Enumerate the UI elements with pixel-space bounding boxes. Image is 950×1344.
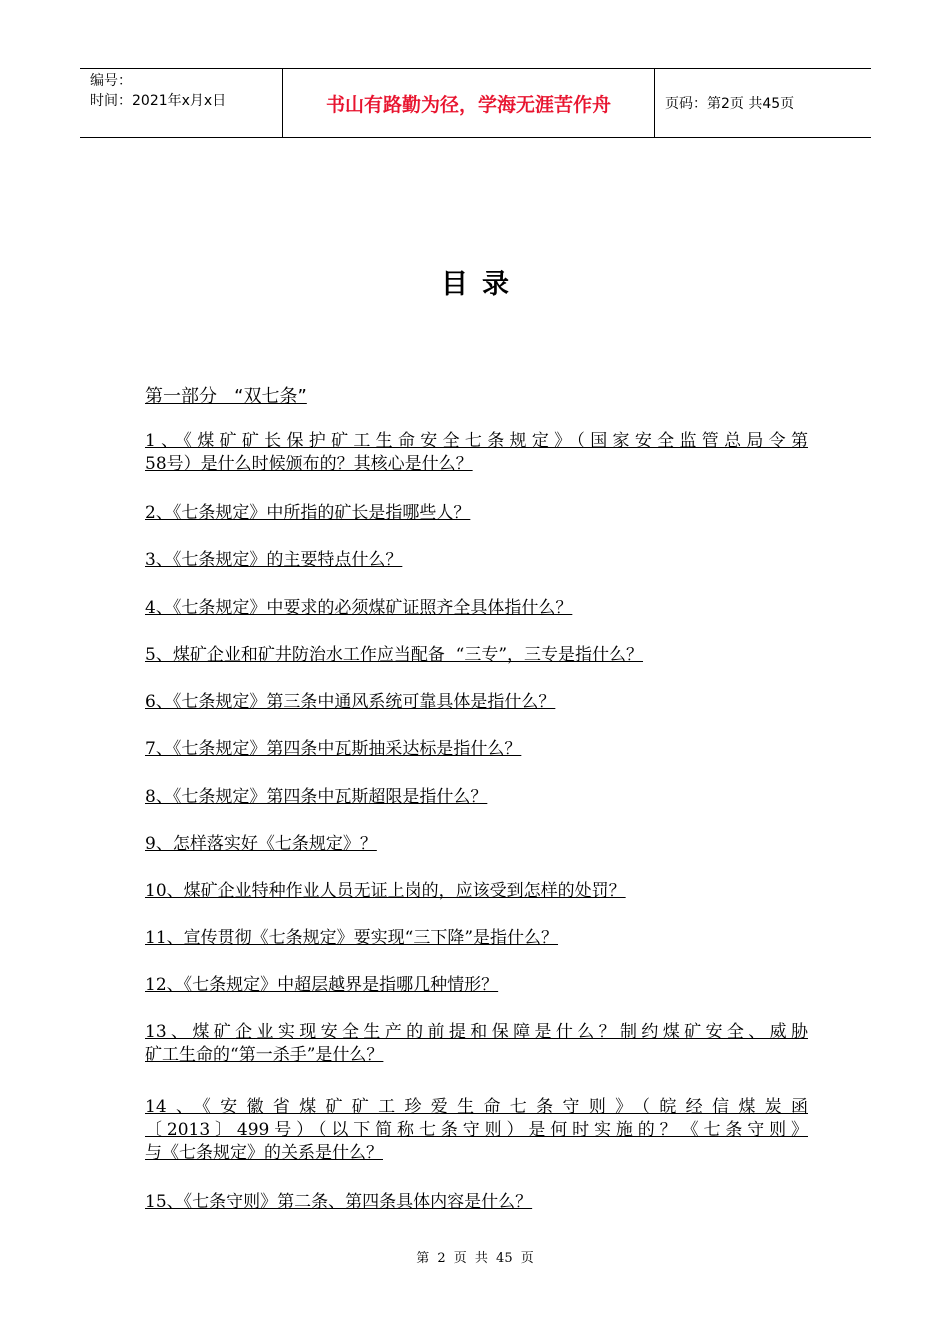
toc-entry-5[interactable] xyxy=(145,644,808,667)
toc-entry-2[interactable] xyxy=(145,502,808,525)
toc-entry-line: 1、《煤矿矿长保护矿工生命安全七条规定》（国家安全监管总局令第 xyxy=(145,431,808,451)
toc-entry-line: 14、《安徽省煤矿矿工珍爱生命七条守则》（皖经信煤炭函 xyxy=(145,1097,808,1117)
number-label: 编号： xyxy=(90,73,132,89)
toc-entry-14[interactable] xyxy=(145,1096,808,1165)
toc-entry-line: 11、宣传贯彻《七条规定》要实现“三下降”是指什么？ xyxy=(145,928,559,948)
toc-entry-4[interactable] xyxy=(145,597,808,620)
toc-entry-line: 13、煤矿企业实现安全生产的前提和保障是什么？制约煤矿安全、威胁 xyxy=(145,1022,808,1042)
header-meta xyxy=(80,69,283,137)
toc-entry-line: 与《七条规定》的关系是什么？ xyxy=(145,1143,383,1163)
toc-entry-10[interactable] xyxy=(145,880,808,903)
toc-entry-7[interactable] xyxy=(145,738,808,761)
toc-entry-line: 〔2013〕499号）（以下简称七条守则）是何时实施的？《七条守则》 xyxy=(145,1120,808,1140)
toc-entry-1[interactable] xyxy=(145,430,808,476)
toc-entry-15[interactable] xyxy=(145,1191,808,1214)
toc-entry-9[interactable] xyxy=(145,833,808,856)
toc-entry-line: 8、《七条规定》第四条中瓦斯超限是指什么？ xyxy=(145,787,488,807)
toc-entry-line: 7、《七条规定》第四条中瓦斯抽采达标是指什么？ xyxy=(145,739,522,759)
toc-entry-line: 4、《七条规定》中要求的必须煤矿证照齐全具体指什么？ xyxy=(145,598,573,618)
header-motto: 书山有路勤为径，学海无涯苦作舟 xyxy=(283,69,655,137)
toc-entry-line: 9、怎样落实好《七条规定》？ xyxy=(145,834,377,854)
header-page-info: 页码：第2页 共45页 xyxy=(665,96,795,112)
toc-entry-line: 58号）是什么时候颁布的？其核心是什么？ xyxy=(145,454,473,474)
toc-entry-line: 15、《七条守则》第二条、第四条具体内容是什么？ xyxy=(145,1192,533,1212)
toc-entry-8[interactable] xyxy=(145,786,808,809)
toc-entry-line: 3、《七条规定》的主要特点什么？ xyxy=(145,550,403,570)
toc-entry-3[interactable] xyxy=(145,549,808,572)
part-heading[interactable]: 第一部分 “双七条” xyxy=(145,386,307,407)
page-footer: 第 2 页 共 45 页 xyxy=(416,1251,534,1266)
toc-entry-12[interactable] xyxy=(145,974,808,997)
toc-entry-line: 5、煤矿企业和矿井防治水工作应当配备 “三专”，三专是指什么？ xyxy=(145,645,644,665)
toc-entry-line: 12、《七条规定》中超层越界是指哪几种情形？ xyxy=(145,975,499,995)
toc-entry-line: 10、煤矿企业特种作业人员无证上岗的，应该受到怎样的处罚？ xyxy=(145,881,626,901)
date-label: 时间：2021年x月x日 xyxy=(90,93,227,109)
toc-entry-line: 2、《七条规定》中所指的矿长是指哪些人？ xyxy=(145,503,471,523)
toc-entry-6[interactable] xyxy=(145,691,808,714)
toc-entry-line: 矿工生命的“第一杀手”是什么？ xyxy=(145,1045,384,1065)
page-header xyxy=(80,68,871,138)
toc-entry-11[interactable] xyxy=(145,927,808,950)
toc-entry-13[interactable] xyxy=(145,1021,808,1067)
toc-title: 目录 xyxy=(441,269,523,300)
toc-entry-line: 6、《七条规定》第三条中通风系统可靠具体是指什么？ xyxy=(145,692,556,712)
